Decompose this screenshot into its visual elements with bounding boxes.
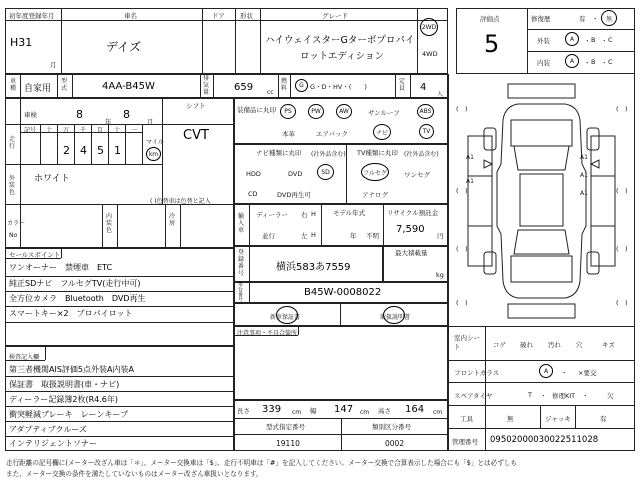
grade-label: グレード bbox=[322, 12, 348, 20]
mileage-digit: 2 bbox=[63, 144, 70, 157]
glass-a-circle: A bbox=[539, 364, 553, 378]
fuel-options: G・D・HV・( ) bbox=[310, 83, 367, 91]
tools-label: 工具 bbox=[460, 415, 473, 423]
mileage-unit-km-circle: km bbox=[146, 147, 161, 161]
class-no-label: 類別区分番号 bbox=[372, 423, 411, 431]
mileage-unit-mile: マイル bbox=[146, 139, 164, 146]
caution-block bbox=[234, 326, 448, 400]
inspector-line: 保証書 取扱説明書(車・ナビ) bbox=[9, 380, 120, 389]
sales-points-label: セールスポイント bbox=[9, 251, 61, 259]
damage-label: A1 bbox=[466, 178, 474, 185]
diagram-bracket: ( ) bbox=[616, 245, 628, 253]
mileage-digit: 1 bbox=[114, 144, 121, 157]
footer-line1: 走行距離の記号欄に(メーター改ざん車は「＊」、メーター交換車は「$」、走行不明車は「#」を記入してください。メーター交換で合算表示した場合にも「$」とは必ずしも bbox=[6, 459, 518, 467]
sales-point-line: 全方位カメラ Bluetooth DVD再生 bbox=[9, 294, 146, 303]
recycle-value: 7,590 bbox=[396, 224, 425, 235]
type-no-label: 型式指定番号 bbox=[266, 423, 305, 431]
repair-label: 修復歴 bbox=[531, 15, 551, 23]
grade-value-line2: ロットエディション bbox=[300, 51, 384, 62]
car-diagram bbox=[448, 76, 635, 326]
navi-sd-circle: SD bbox=[317, 164, 334, 180]
drive-4wd: 4WD bbox=[422, 50, 438, 58]
first-reg-label: 初年度登録年月 bbox=[9, 12, 55, 20]
mileage-label: 走行 bbox=[9, 136, 16, 150]
sales-point-line: スマートキー×2 プロパイロット bbox=[9, 309, 133, 318]
inspection-label: 車検 bbox=[24, 111, 37, 119]
model-label: 型式 bbox=[61, 78, 68, 92]
interior-color-label: カラー bbox=[7, 220, 26, 227]
damage-label: A1 bbox=[580, 190, 588, 197]
tools-value: 無 bbox=[507, 415, 514, 423]
displacement-value: 659 bbox=[234, 82, 254, 93]
damage-label: A1 bbox=[466, 154, 474, 161]
warranty-row bbox=[234, 303, 448, 326]
exterior-grade-a-circle: A bbox=[565, 32, 579, 46]
inspector-line: ディーラー記録簿2枚(R4.6年) bbox=[9, 395, 118, 404]
tv-fullseg-circle: フルセグ bbox=[361, 163, 389, 181]
diagram-bracket: ( ) bbox=[456, 245, 468, 253]
displacement-label: 排気量 bbox=[203, 75, 210, 96]
navi-label: ナビ種類に丸印 bbox=[256, 149, 302, 157]
mileage-digit: 4 bbox=[80, 144, 87, 157]
shift-value: CVT bbox=[183, 128, 209, 143]
plate-label: 登録番号 bbox=[238, 249, 245, 277]
cold-label: 冷房 bbox=[169, 213, 176, 227]
width-value: 147 bbox=[334, 404, 354, 415]
caution-label: 注意事項・不具合箇所 bbox=[237, 330, 298, 337]
exterior-value: ホワイト bbox=[34, 174, 70, 184]
chassis-label: 車台番号 bbox=[238, 282, 244, 303]
diagram-bracket: ( ) bbox=[616, 187, 628, 195]
shape-label: 形状 bbox=[240, 12, 253, 20]
diagram-bracket: ( ) bbox=[456, 187, 468, 195]
capacity-label: 定員 bbox=[399, 78, 406, 92]
displacement-unit: cc bbox=[267, 89, 274, 96]
width-label: 幅 bbox=[310, 407, 317, 415]
equip-pw-circle: PW bbox=[308, 104, 324, 119]
door-label: ドア bbox=[212, 12, 225, 20]
repair-no-circle: 無 bbox=[601, 10, 617, 26]
chassis-value: B45W-0008022 bbox=[304, 287, 382, 298]
first-reg-month-unit: 月 bbox=[50, 61, 57, 69]
equipment-label: 装備品に丸印 bbox=[237, 106, 276, 114]
repair-yes: 有 bbox=[579, 15, 586, 23]
fuel-g-circle: G bbox=[295, 79, 308, 92]
model-year-label: モデル年式 bbox=[333, 209, 366, 217]
equip-ps-circle: PS bbox=[280, 104, 296, 119]
import-label: 輸入車 bbox=[238, 213, 245, 234]
car-name-label: 車名 bbox=[124, 12, 137, 20]
tv-label: TV種類に丸印 bbox=[357, 149, 398, 157]
shift-label: シフト bbox=[186, 102, 206, 110]
score-label: 評価点 bbox=[480, 15, 500, 23]
equip-abs-circle: ABS bbox=[417, 104, 434, 119]
inspection-year: 8 bbox=[76, 108, 83, 121]
recycle-label: リサイクル預託金 bbox=[387, 209, 439, 217]
inspector-line: アダプティブクルーズ bbox=[9, 425, 87, 434]
mgmt-value: 09502000030022511028 bbox=[490, 435, 599, 445]
first-reg-value: H31 bbox=[10, 36, 33, 49]
diagram-bracket: ( ) bbox=[456, 105, 468, 113]
exterior-note: ( )色替車は色替と記入 bbox=[150, 198, 211, 205]
plate-value: 横浜583あ7559 bbox=[276, 262, 351, 273]
inspector-line: インテリジェントソナー bbox=[9, 439, 97, 448]
spare-label: スペアタイヤ bbox=[454, 392, 493, 400]
exterior-label: 外装色 bbox=[9, 175, 16, 196]
capacity-unit: 人 bbox=[437, 91, 444, 98]
damage-label: A1 bbox=[580, 172, 588, 179]
length-value: 339 bbox=[262, 404, 282, 415]
height-value: 164 bbox=[405, 404, 425, 415]
capacity-value: 4 bbox=[420, 82, 427, 93]
height-label: 高さ bbox=[378, 407, 391, 415]
glass-label: フロントガラス bbox=[454, 369, 500, 377]
fuel-label: 燃料 bbox=[281, 78, 288, 92]
diagram-bracket: ( ) bbox=[456, 299, 468, 307]
sales-point-line: 純正SDナビ フルセグTV(走行中可) bbox=[9, 279, 141, 288]
mgmt-label: 管理番号 bbox=[452, 438, 478, 446]
footer-line2: また、メーター交換の条件を満たしていないものはメーター改ざん車扱いとなります。 bbox=[6, 470, 263, 478]
inspector-line: 第三者機関AIS評価5点外装A内装A bbox=[9, 365, 134, 374]
model-value: 4AA-B45W bbox=[102, 81, 155, 92]
car-name-value: デイズ bbox=[106, 40, 142, 54]
diagram-bracket: ( ) bbox=[616, 105, 628, 113]
mileage-digit: 5 bbox=[97, 144, 104, 157]
interior-label: 内装色 bbox=[106, 213, 113, 234]
interior-no-label: No bbox=[9, 232, 18, 239]
interior-grade-a-circle: A bbox=[565, 54, 579, 68]
damage-label: A1 bbox=[580, 154, 588, 161]
drive-2wd-circle: 2WD bbox=[420, 18, 438, 36]
jack-label: ジャッキ bbox=[545, 415, 571, 423]
diagram-bracket: ( ) bbox=[616, 299, 628, 307]
inspector-label: 検査記入欄 bbox=[9, 354, 40, 361]
length-label: 長さ bbox=[237, 407, 250, 415]
sales-point-line: ワンオーナー 禁煙車 ETC bbox=[9, 263, 113, 272]
interior-grade-label: 内装 bbox=[537, 59, 550, 67]
usage-label: 車種 bbox=[10, 78, 17, 92]
inspection-month: 8 bbox=[123, 108, 130, 121]
exterior-grade-label: 外装 bbox=[537, 37, 550, 45]
score-value: 5 bbox=[484, 30, 500, 58]
class-no-value: 0002 bbox=[385, 439, 405, 448]
seat-label: 室内シート bbox=[454, 334, 480, 351]
grade-value-line1: ハイウェイスターGターボプロパイ bbox=[265, 35, 415, 46]
equip-tv-circle: TV bbox=[419, 124, 434, 139]
type-no-value: 19110 bbox=[276, 439, 300, 448]
inspector-line: 衝突軽減ブレーキ レーンキープ bbox=[9, 410, 129, 419]
jack-value: 有 bbox=[600, 415, 607, 423]
equip-aw-circle: AW bbox=[336, 104, 352, 119]
max-load-label: 最大積載量 bbox=[395, 249, 428, 257]
usage-value: 自家用 bbox=[24, 84, 52, 94]
equip-navi-circle: ナビ bbox=[373, 124, 391, 140]
